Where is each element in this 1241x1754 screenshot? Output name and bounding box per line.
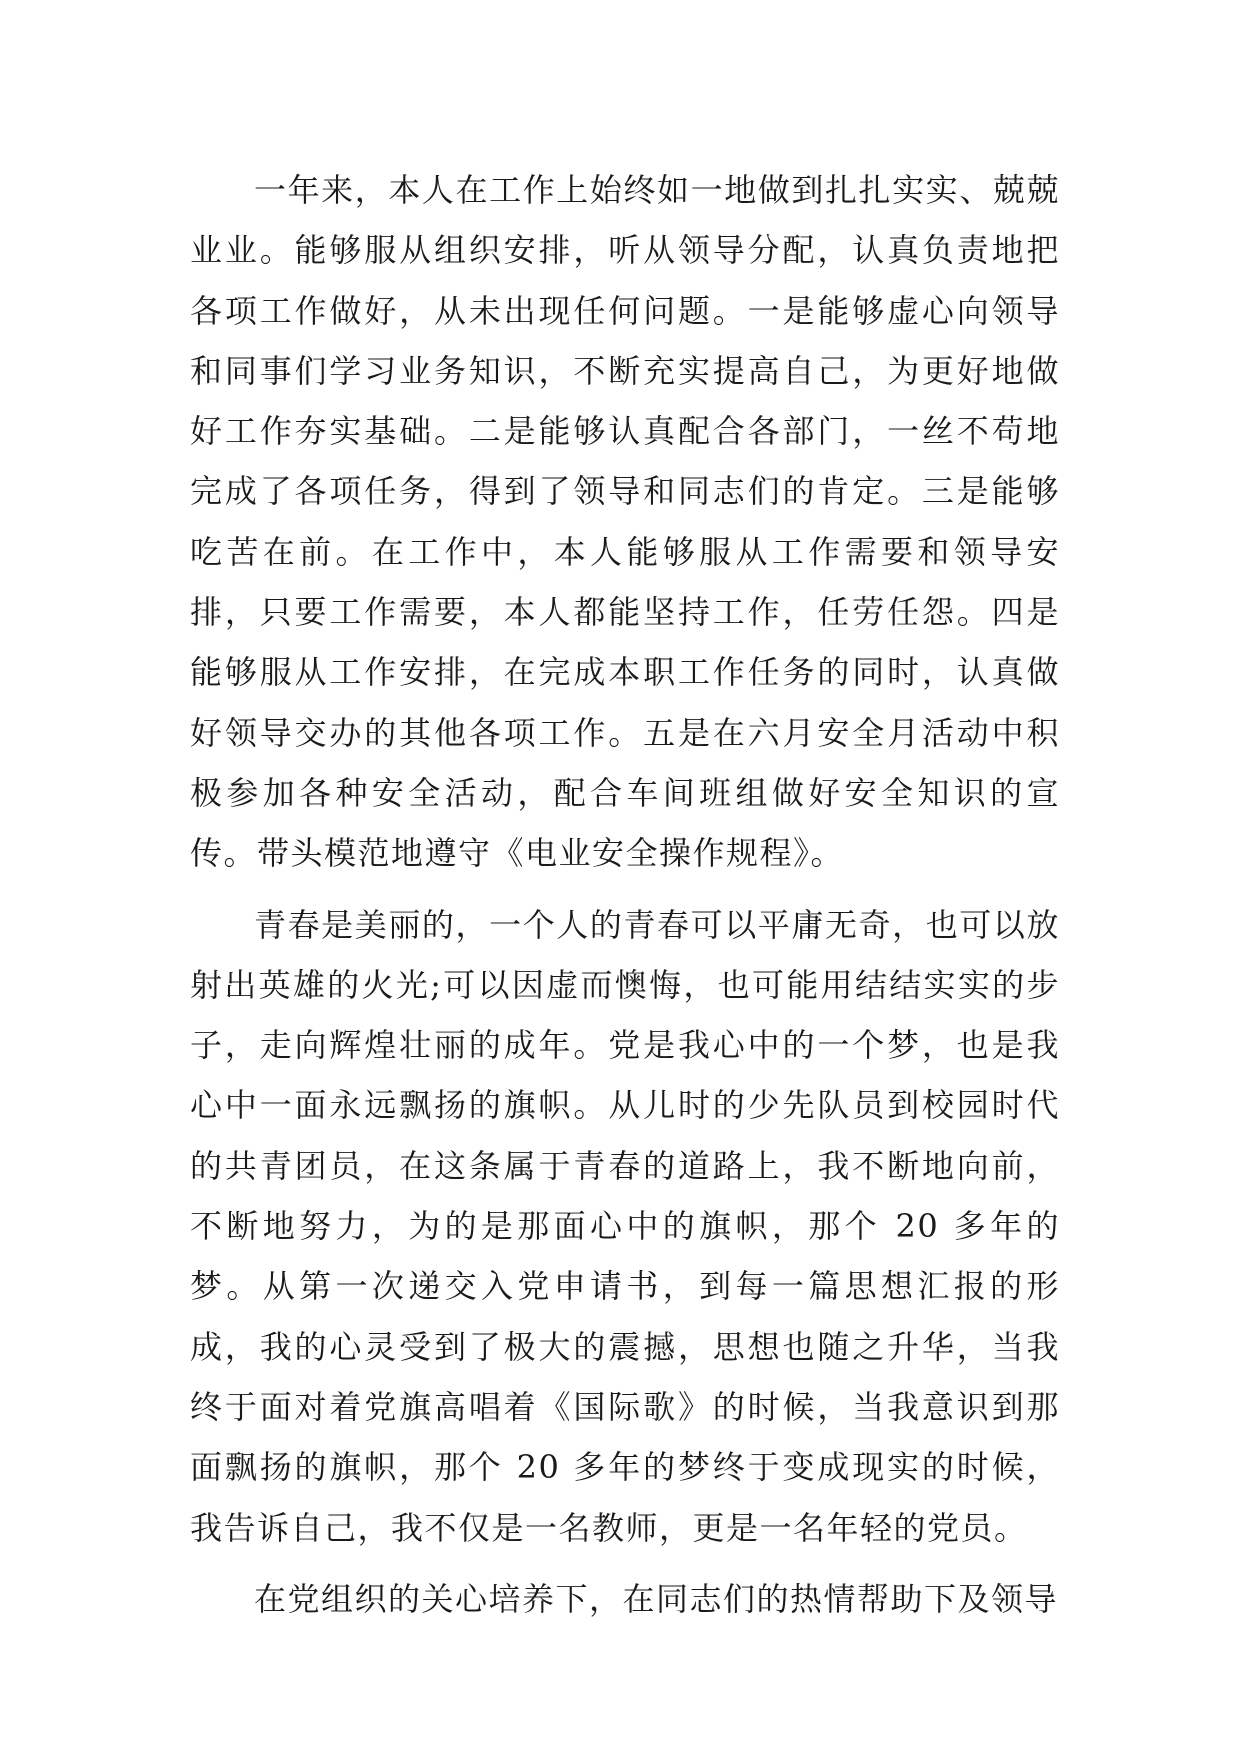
paragraph-work-summary: 一年来，本人在工作上始终如一地做到扎扎实实、兢兢业业。能够服从组织安排，听从领导分配，认真负责地把各项工作做好，从未出现任何问题。一是能够虚心向领导和同事们学习业务知识，不断充实提高自己，为更好地做好工作夯实基础。二是能够认真配合各部门，一丝不苟地完成了各项任务，得到了领导和同志们的肯定。三是能够吃苦在前。在工作中，本人能够服从工作需要和领导安排，只要工作需要，本人都能坚持工作，任劳任怨。四是能够服从工作安排，在完成本职工作任务的同时，认真做好领导交办的其他各项工作。五是在六月安全月活动中积极参加各种安全活动，配合车间班组做好安全知识的宣传。带头模范地遵守《电业安全操作规程》。 xyxy=(190,171,1060,873)
paragraph-youth-party: 青春是美丽的，一个人的青春可以平庸无奇，也可以放射出英雄的火光;可以因虚而懊悔，也可能用结结实实的步子，走向辉煌壮丽的成年。党是我心中的一个梦，也是我心中一面永远飘扬的旗帜。从儿时的少先队员到校园时代的共青团员，在这条属于青春的道路上，我不断地向前，不断地努力，为的是那面心中的旗帜，那个 20 多年的梦。从第一次递交入党申请书，到每一篇思想汇报的形成，我的心灵受到了极大的震撼，思想也随之升华，当我终于面对着党旗高唱着《国际歌》的时候，当我意识到那面飘扬的旗帜，那个 20 多年的梦终于变成现实的时候，我告诉自己，我不仅是一名教师，更是一名年轻的党员。 xyxy=(190,905,1060,1547)
paragraph-party-care: 在党组织的关心培养下，在同志们的热情帮助下及领导 xyxy=(254,1579,1059,1618)
document-body xyxy=(190,160,1060,1640)
